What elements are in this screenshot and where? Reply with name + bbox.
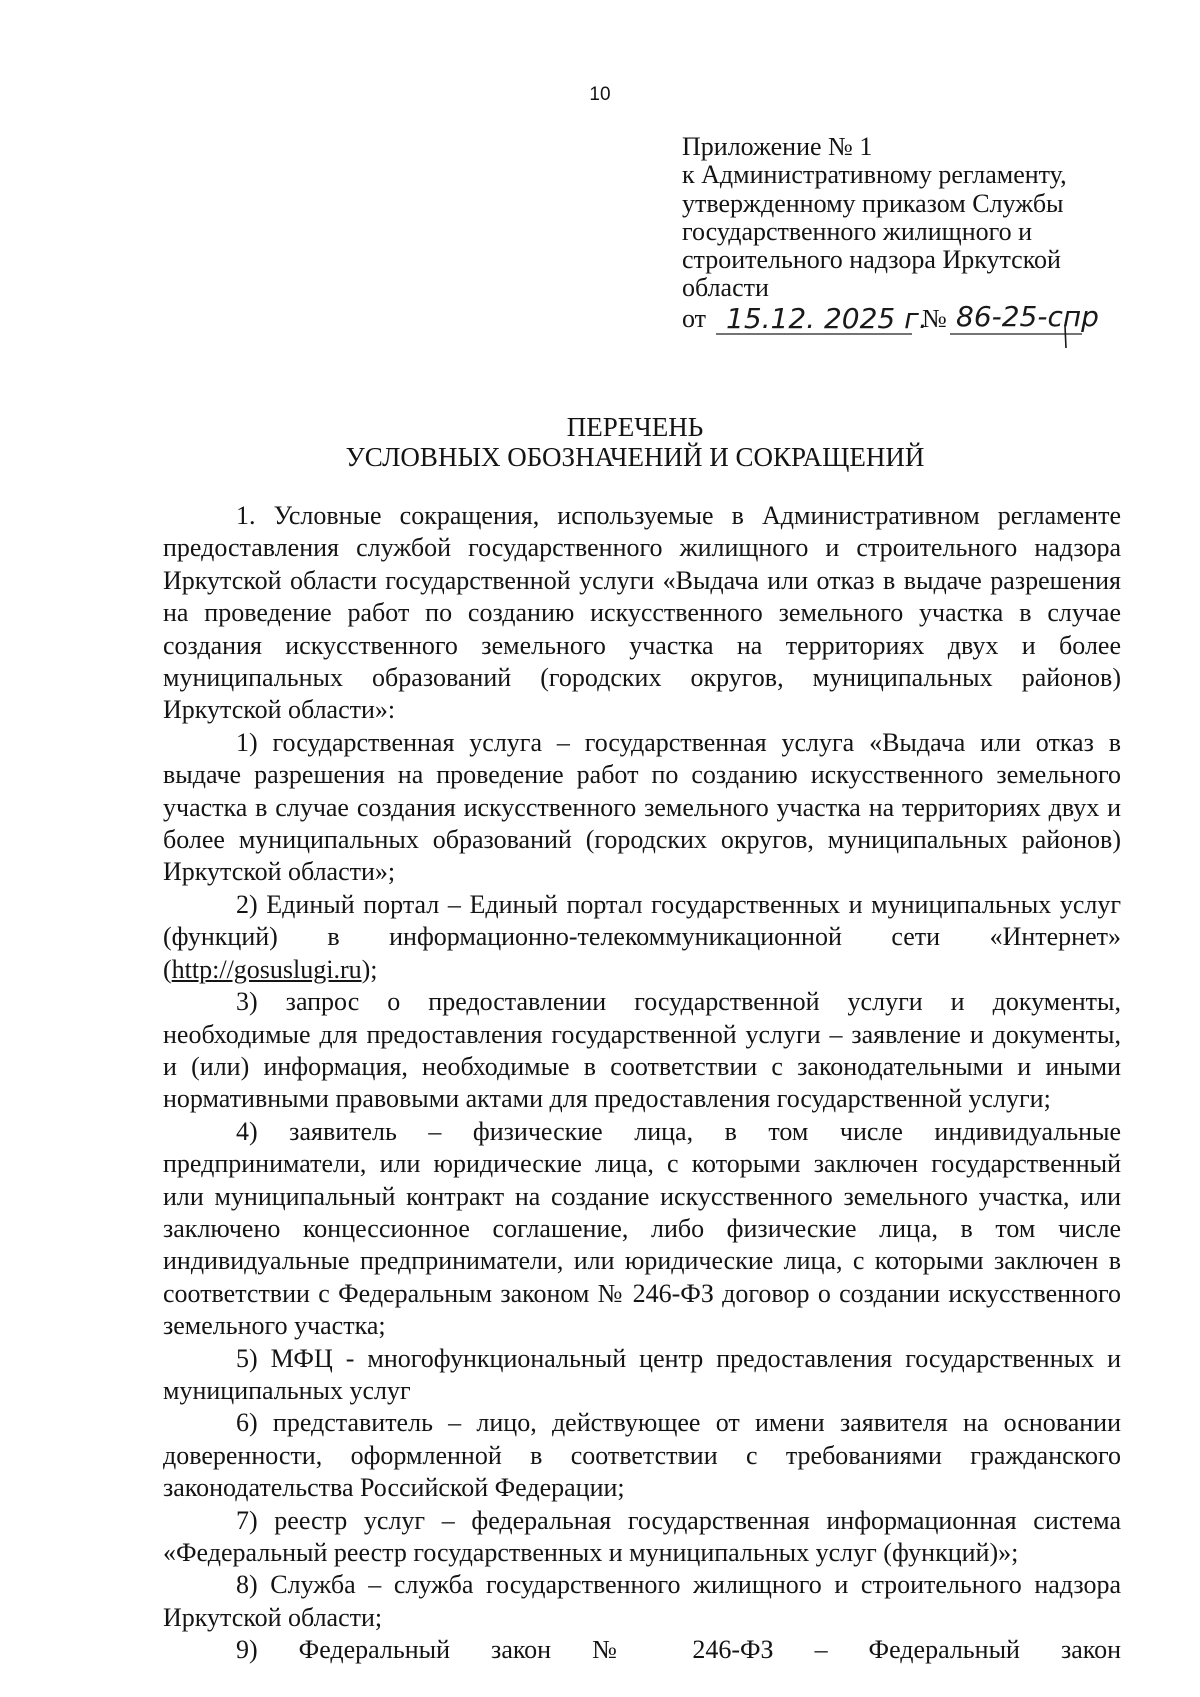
handwritten-number: 86-25-спр: [956, 300, 1099, 333]
document-title: ПЕРЕЧЕНЬ: [566, 412, 704, 442]
appendix-line: к Административному регламенту,: [682, 160, 1067, 190]
list-item-2-end: );: [361, 954, 378, 984]
appendix-line: области: [682, 273, 769, 303]
paragraph-intro: 1. Условные сокращения, используемые в Административном регламенте предоставления службой государственного жилищного и строительного надзора Иркутской области государственной услуги «Выдача или отказ в выдаче разрешения на проведение работ по созданию искусственного земельного участка в случае создания искусственного земельного участка на территориях двух и более муниципальных образований (городских округов, муниципальных районов) Иркутской области»:: [163, 501, 1121, 725]
list-item-2: [163, 889, 1121, 986]
number-prefix: №: [922, 304, 947, 333]
appendix-line: строительного надзора Иркутской: [682, 245, 1061, 275]
document-body: [163, 500, 1121, 1667]
appendix-line: государственного жилищного и: [682, 216, 1033, 246]
appendix-line: Приложение № 1: [682, 132, 873, 161]
appendix-header: [682, 133, 1067, 303]
handwritten-fill: [682, 300, 1122, 360]
list-item-2-text: 2) Единый портал – Единый портал государственных и муниципальных услуг (функций) в информационно-телекоммуникационной сети «Интернет» (: [163, 889, 1121, 984]
list-item-8: 8) Служба – служба государственного жилищного и строительного надзора Иркутской области;: [163, 1570, 1121, 1632]
date-prefix: от: [682, 304, 707, 333]
page-number: 10: [589, 84, 611, 105]
list-item-3: 3) запрос о предоставлении государственной услуги и документы, необходимые для предоставления государственной услуги – заявление и документы, и (или) информация, необходимые в соответствии с законодательными и иными нормативными правовыми актами для предоставления государственной услуги;: [163, 987, 1121, 1114]
document-subtitle: УСЛОВНЫХ ОБОЗНАЧЕНИЙ И СОКРАЩЕНИЙ: [345, 442, 925, 472]
appendix-line: утвержденному приказом Службы: [682, 188, 1064, 218]
approval-date-number: [682, 300, 1122, 360]
list-item-4: 4) заявитель – физические лица, в том числе индивидуальные предприниматели, или юридические лица, с которыми заключен государственный или муниципальный контракт на создание искусственного земельного участка, или заключено концессионное соглашение, либо физические лица, в том числе индивидуальные предприниматели, или юридические лица, с которыми заключен в соответствии с Федеральным законом № 246-ФЗ договор о создании искусственного земельного участка;: [163, 1116, 1121, 1341]
list-item-6: 6) представитель – лицо, действующее от имени заявителя на основании доверенности, оформленной в соответствии с требованиями гражданского законодательства Российской Федерации;: [163, 1408, 1121, 1503]
list-item-1: 1) государственная услуга – государственная услуга «Выдача или отказ в выдаче разрешения на проведение работ по созданию искусственного земельного участка в случае создания искусственного земельного участка на территориях двух и более муниципальных образований (городских округов, муниципальных районов) Иркутской области»;: [163, 727, 1121, 887]
list-item-5: 5) МФЦ - многофункциональный центр предоставления государственных и муниципальных услуг: [163, 1343, 1121, 1405]
handwritten-date: 15.12. 2025 г.: [726, 302, 928, 335]
list-item-9: 9) Федеральный закон № 246-ФЗ – Федеральный закон: [236, 1635, 1121, 1665]
gosuslugi-link[interactable]: http://gosuslugi.ru: [171, 954, 362, 984]
list-item-7: 7) реестр услуг – федеральная государственная информационная система «Федеральный реестр государственных и муниципальных услуг (функций)»;: [163, 1505, 1121, 1567]
